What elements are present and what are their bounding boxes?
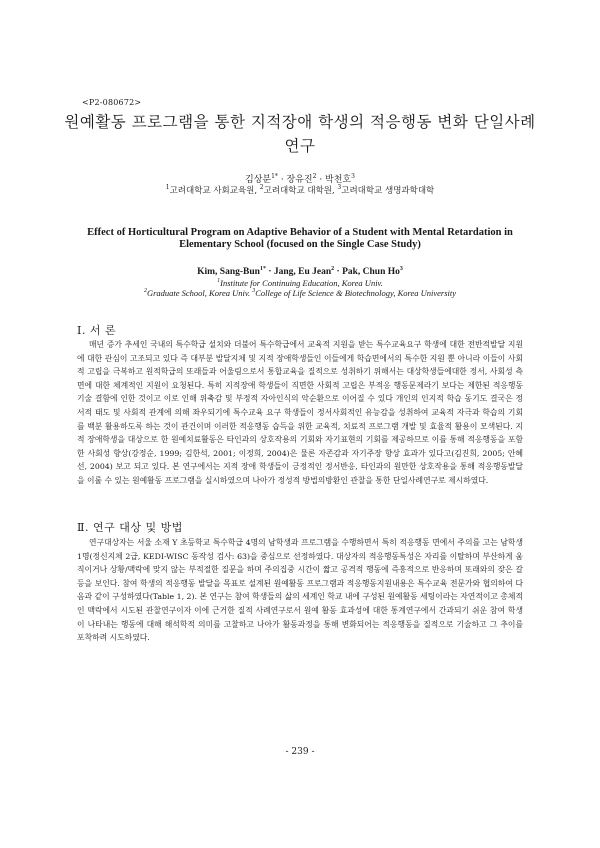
author-1-ko: 김상분: [245, 175, 272, 185]
affil-2-ko-sup: 2: [259, 184, 264, 192]
author-2-ko-sup: 2: [312, 173, 317, 180]
paper-code: <P2-080672>: [82, 98, 142, 107]
affil-1-ko-sup: 1: [165, 184, 170, 192]
author-1-en-sup: 1*: [259, 265, 266, 272]
english-title: Effect of Horticultural Program on Adaptive Behavior of a Student with Mental Retardation in Elementary School (focused on the Single Case Study): [87, 227, 513, 250]
affil-line-2: [60, 288, 540, 298]
affil-2-ko: 고려대학교 대학원,: [263, 186, 338, 196]
author-sep: ·: [316, 175, 326, 185]
author-sep: ·: [334, 267, 343, 277]
author-1-en: Kim, Sang-Bun: [197, 267, 260, 277]
affil-line-1: [60, 278, 540, 288]
affil-3-en-sup: 3: [252, 288, 256, 295]
affil-3-en: College of Life Science & Biotechnology, Korea University: [255, 288, 457, 298]
author-1-ko-sup: 1*: [271, 173, 278, 180]
author-3-en: Pak, Chun Ho: [342, 267, 400, 277]
korean-title: 원예활동 프로그램을 통한 지적장애 학생의 적응행동 변화 단일사례 연구: [64, 113, 536, 155]
author-2-en: Jang, Eu Jean: [273, 267, 332, 277]
author-sep: ·: [265, 267, 274, 277]
english-affiliations: [60, 278, 540, 298]
method-heading: Ⅱ. 연구 대상 및 방법: [77, 521, 183, 534]
author-3-ko-sup: 3: [351, 173, 355, 180]
affil-3-ko: 고려대학교 생명과학대학: [341, 186, 435, 196]
author-2-en-sup: 2: [331, 265, 335, 272]
intro-heading: Ⅰ. 서 론: [77, 324, 117, 337]
korean-affiliations: [60, 184, 540, 196]
author-3-en-sup: 3: [399, 265, 403, 272]
affil-1-en-sup: 1: [217, 278, 221, 285]
author-3-ko: 박천호: [325, 175, 352, 185]
affil-2-en: Graduate School, Korea Univ.: [146, 288, 253, 298]
intro-paragraph: 매년 증가 추세인 국내의 특수학급 설치와 더불어 특수학급에서 교육적 지원을 받는 특수교육요구 학생에 대한 전반적발달 지원에 대한 관심이 고조되고 있다 즉 대부분 발달지체 및 지적 장애학생들인 이들에게 학습면에서의 특수한 지원 뿐 아니라 이들이 사회적 고립을 극복하고 원적학급의 또래들과 어울림으로서 통합교육을 질적으로 성취하기 위해서는 대상학생들에대한 정서, 사회성 측면에 대한 체계적인 지원이 요청된다. 특히 지적장애 학생들이 직면한 사회적 고립은 부적응 행동문제라기 보다는 제한된 적응행동 기술 결함에 인한 것이고 이로 인해 위축감 및 부정적 자아인식의 악순환으로 이어질 수 있다 개인의 인지적 학습 동기도 결국은 정서적 태도 및 사회적 관계에 의해 좌우되기에 특수교육 요구 학생들이 정서사회적인 유능감을 성취하여 교육적 자극과 학습의 기회를 백분 활용하도록 하는 것이 관건이며 이러한 적응행동 습득을 위한 교육적, 치료적 프로그램 개발 및 효율적 활용이 모색된다. 지적 장애학생을 대상으로 한 원예치료활동은 타인과의 상호작용의 기회와 자기표현의 기회를 제공하므로 이를 통해 적응행동을 포함한 사회성 향상(강정순, 1999; 김한석, 2001; 이정희, 2004)은 물론 자존감과 자기주장 향상 효과가 있다고(김진희, 2005; 안혜선, 2004) 보고 되고 있다. 본 연구에서는 지적 장애 학생들이 긍정적인 정서반응, 타인과의 원만한 상호작용을 통해 적응행동발달을 이룰 수 있는 원예활동 프로그램을 실시하였으며 나아가 정성적 방법의방환인 관찰을 통한 단일사례연구로 제시하였다.: [77, 340, 523, 485]
page-number: - 239 -: [285, 747, 315, 757]
affil-1-en: Institute for Continuing Education, Korea Univ.: [220, 278, 383, 288]
method-paragraph: 연구대상자는 서울 소재 Y 초등학교 특수학급 4명의 남학생과 프로그램을 수행하면서 특히 적응행동 면에서 주의를 고는 남학생 1명(정신지체 2급, KEDI-WISC 동작성 검사: 63)을 중심으로 선정하였다. 대상자의 적응행동특성은 자리를 이탈하며 부산하게 움직이거나 상황/맥락에 맞지 않는 부적절한 질문을 하며 주의집중 시간이 짧고 공격적 행동에 즉흥적으로 반응하며 또래와의 잦은 갈등을 보인다. 참여 학생의 적응행동 발달을 목표로 설계된 원예활동 프로그램과 적응행동지원내용은 특수교육 전문가와 협의하여 다음과 같이 구성하였다(Table 1, 2). 본 연구는 참여 학생들의 삶의 세계인 학교 내에 구성된 원예활동 세팅이라는 자연적이고 총체적인 맥락에서 시도된 관찰연구이자 이에 근거한 질적 사례연구로서 원예 활동 효과성에 대한 통계연구에서 간과되기 쉬운 참여 학생이 나타내는 행동에 대해 해석학적 의미를 고찰하고 나아가 활동과정을 통해 변화되어는 적응행동을 질적으로 기술하고 그 추이를 포착하려 시도하였다.: [77, 538, 523, 643]
affil-1-ko: 고려대학교 사회교육원,: [169, 186, 260, 196]
affil-2-en-sup: 2: [143, 288, 147, 295]
author-2-ko: 장유진: [286, 175, 313, 185]
english-authors: [60, 267, 540, 277]
affil-3-ko-sup: 3: [337, 184, 342, 192]
author-sep: ·: [277, 175, 287, 185]
